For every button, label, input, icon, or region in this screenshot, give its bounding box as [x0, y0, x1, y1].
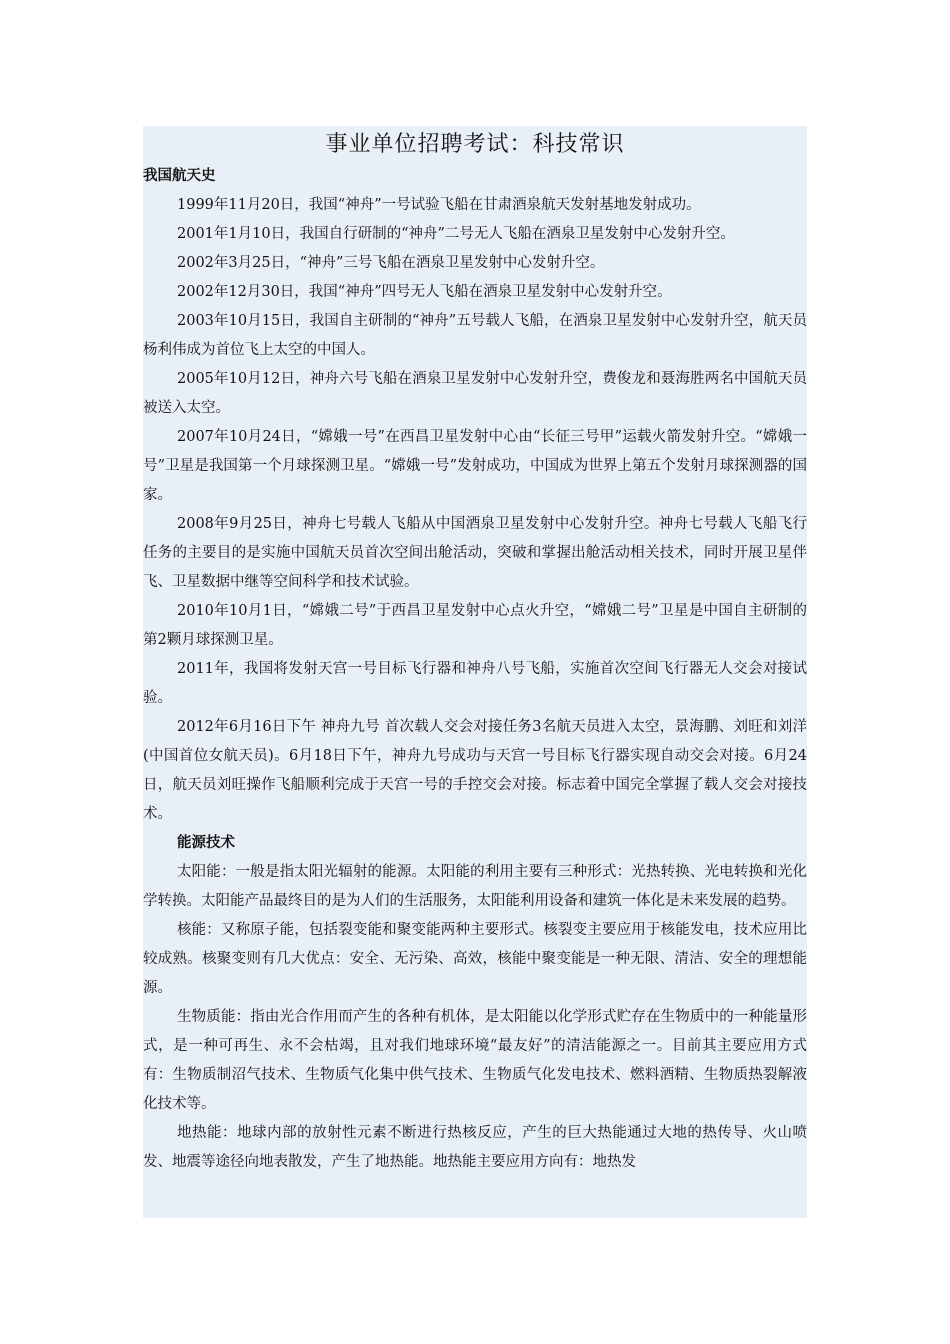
paragraph: 2002年3月25日，“神舟”三号飞船在酒泉卫星发射中心发射升空。: [177, 255, 605, 271]
paragraph: 2011年，我国将发射天宫一号目标飞行器和神舟八号飞船，实施首次空间飞行器无人交会对接试验。: [143, 661, 807, 706]
paragraph: 2012年6月16日下午 神舟九号 首次载人交会对接任务3名航天员进入太空，景海鹏、刘旺和刘洋(中国首位女航天员)。6月18日下午，神舟九号成功与天宫一号目标飞行器实现自动交会对接。6月24日，航天员刘旺操作飞船顺利完成于天宫一号的手控交会对接。标志着中国完全掌握了载人交会对接技术。: [143, 719, 807, 822]
section-heading-aerospace: 我国航天史: [143, 168, 216, 184]
paragraph: 2001年1月10日，我国自行研制的“神舟”二号无人飞船在酒泉卫星发射中心发射升空。: [177, 226, 735, 242]
paragraph: 核能：又称原子能，包括裂变能和聚变能两种主要形式。核裂变主要应用于核能发电，技术应用比较成熟。核聚变则有几大优点：安全、无污染、高效，核能中聚变能是一种无限、清洁、安全的理想能源。: [143, 922, 807, 996]
paragraph: 生物质能：指由光合作用而产生的各种有机体，是太阳能以化学形式贮存在生物质中的一种能量形式，是一种可再生、永不会枯竭，且对我们地球环境“最友好”的清洁能源之一。目前其主要应用方式有：生物质制沼气技术、生物质气化集中供气技术、生物质气化发电技术、燃料酒精、生物质热裂解液化技术等。: [143, 1009, 807, 1112]
paragraph: 2007年10月24日，“嫦娥一号”在西昌卫星发射中心由“长征三号甲”运载火箭发射升空。“嫦娥一号”卫星是我国第一个月球探测卫星。“嫦娥一号”发射成功，中国成为世界上第五个发射月球探测器的国家。: [143, 429, 807, 503]
paragraph: 地热能：地球内部的放射性元素不断进行热核反应，产生的巨大热能通过大地的热传导、火山喷发、地震等途径向地表散发，产生了地热能。地热能主要应用方向有：地热发: [143, 1125, 807, 1170]
document-title: 事业单位招聘考试：科技常识: [325, 132, 625, 157]
paragraph: 2002年12月30日，我国“神舟”四号无人飞船在酒泉卫星发射中心发射升空。: [177, 284, 672, 300]
paragraph: 2005年10月12日，神舟六号飞船在酒泉卫星发射中心发射升空，费俊龙和聂海胜两名中国航天员被送入太空。: [143, 371, 807, 416]
document-page: [143, 126, 807, 1218]
paragraph: 2003年10月15日，我国自主研制的“神舟”五号载人飞船，在酒泉卫星发射中心发射升空，航天员杨利伟成为首位飞上太空的中国人。: [143, 313, 807, 358]
paragraph: 太阳能：一般是指太阳光辐射的能源。太阳能的利用主要有三种形式：光热转换、光电转换和光化学转换。太阳能产品最终目的是为人们的生活服务，太阳能利用设备和建筑一体化是未来发展的趋势。: [143, 864, 807, 909]
paragraph: 2008年9月25日，神舟七号载人飞船从中国酒泉卫星发射中心发射升空。神舟七号载人飞船飞行任务的主要目的是实施中国航天员首次空间出舱活动，突破和掌握出舱活动相关技术，同时开展卫星伴飞、卫星数据中继等空间科学和技术试验。: [143, 516, 807, 590]
section-heading-energy: 能源技术: [177, 835, 235, 851]
paragraph: 1999年11月20日，我国“神舟”一号试验飞船在甘肃酒泉航天发射基地发射成功。: [177, 197, 701, 213]
paragraph: 2010年10月1日，“嫦娥二号”于西昌卫星发射中心点火升空，“嫦娥二号”卫星是中国自主研制的第2颗月球探测卫星。: [143, 603, 807, 648]
